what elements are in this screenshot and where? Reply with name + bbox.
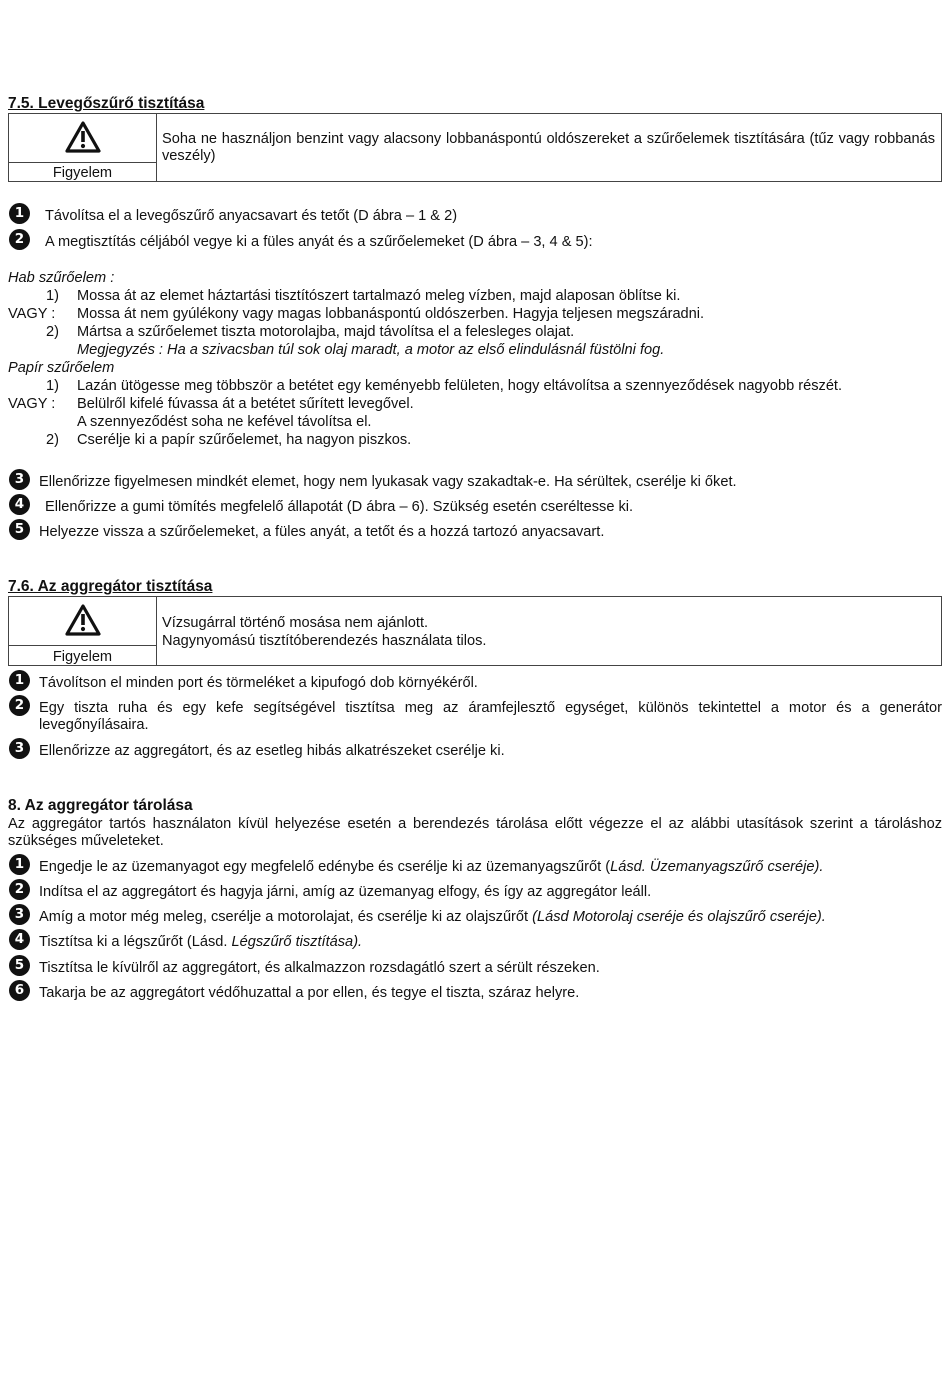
step-text: Indítsa el az aggregátort és hagyja járni, amíg az üzemanyag elfogy, és így az aggregátor leáll. [39, 884, 652, 900]
step-number-badge: 3 [9, 904, 30, 925]
step-number-badge: 1 [9, 203, 30, 224]
warning-box [8, 596, 942, 666]
step-number-badge: 1 [9, 854, 30, 875]
list-item: Belülről kifelé fúvassa át a betétet sűrített levegővel. [77, 396, 414, 412]
intro-paragraph: Az aggregátor tartós használaton kívül helyezése esetén a berendezés tárolása előtt végezze el az alábbi utasítások szerint a tároláshoz szükséges műveleteket. [8, 816, 942, 849]
warning-text-line: Nagynyomású tisztítóberendezés használata tilos. [162, 633, 487, 649]
step-text: Tisztítsa le kívülről az aggregátort, és alkalmazzon rozsdagátló szert a sérült részeken. [39, 960, 600, 976]
list-marker: 2) [46, 432, 59, 448]
warning-triangle-icon [65, 121, 101, 153]
warning-text-line: Vízsugárral történő mosása nem ajánlott. [162, 615, 429, 631]
step-text: Ellenőrizze figyelmesen mindkét elemet, hogy nem lyukasak vagy szakadtak-e. Ha sérültek, cserélje ki őket. [39, 474, 737, 490]
list-item: Mossa át az elemet háztartási tisztítószert tartalmazó meleg vízben, majd alaposan öblítse ki. [77, 288, 681, 304]
step-text: Helyezze vissza a szűrőelemeket, a füles anyát, a tetőt és a hozzá tartozó anyacsavart. [39, 524, 605, 540]
step-text: Amíg a motor még meleg, cserélje a motorolajat, és cserélje ki az olajszűrőt (Lásd Motorolaj cseréje és olajszűrő cseréje). [39, 909, 826, 925]
step-text: A megtisztítás céljából vegye ki a füles anyát és a szűrőelemeket (D ábra – 3, 4 & 5): [45, 234, 593, 250]
step-number-badge: 4 [9, 929, 30, 950]
section-heading-8: 8. Az aggregátor tárolása [8, 797, 193, 814]
note-text: Megjegyzés : Ha a szivacsban túl sok olaj maradt, a motor az első elindulásnál füstölni fog. [77, 342, 665, 358]
step-text: Egy tiszta ruha és egy kefe segítségével tisztítsa meg az áramfejlesztő egységet, különös tekintettel a motor és a generátor levegőnyílásaira. [39, 700, 942, 733]
warning-triangle-icon [65, 604, 101, 636]
list-marker: 1) [46, 288, 59, 304]
step-number-badge: 5 [9, 519, 30, 540]
warning-label-cell [9, 114, 157, 181]
step-number-badge: 2 [9, 229, 30, 250]
step-text: Ellenőrizze az aggregátort, és az esetleg hibás alkatrészeket cserélje ki. [39, 743, 505, 759]
subheading-foam-filter: Hab szűrőelem : [8, 270, 115, 286]
warning-text: Soha ne használjon benzint vagy alacsony lobbanáspontú oldószereket a szűrőelemek tisztítására (tűz vagy robbanás veszély) [162, 131, 935, 164]
section-heading-7-6: 7.6. Az aggregátor tisztítása [8, 578, 213, 595]
step-text: Ellenőrizze a gumi tömítés megfelelő állapotát (D ábra – 6). Szükség esetén cseréltesse ki. [45, 499, 634, 515]
step-number-badge: 1 [9, 670, 30, 691]
step-number-badge: 2 [9, 879, 30, 900]
step-number-badge: 3 [9, 469, 30, 490]
warning-label: Figyelem [52, 649, 113, 665]
warning-label-cell [9, 597, 157, 665]
list-item: Lazán ütögesse meg többször a betétet egy keményebb felületen, hogy eltávolítsa a szennyeződések nagyobb részét. [77, 378, 843, 394]
list-marker: VAGY : [8, 396, 56, 412]
step-text: Engedje le az üzemanyagot egy megfelelő edénybe és cserélje ki az üzemanyagszűrőt (Lásd. Üzemanyagszűrő cseréje). [39, 859, 824, 875]
list-item: A szennyeződést soha ne kefével távolítsa el. [77, 414, 372, 430]
warning-label: Figyelem [52, 165, 113, 181]
step-number-badge: 3 [9, 738, 30, 759]
step-number-badge: 6 [9, 980, 30, 1001]
step-number-badge: 2 [9, 695, 30, 716]
list-marker: 2) [46, 324, 59, 340]
list-marker: 1) [46, 378, 59, 394]
step-text: Tisztítsa ki a légszűrőt (Lásd. Légszűrő tisztítása). [39, 934, 363, 950]
step-text: Távolítsa el a levegőszűrő anyacsavart és tetőt (D ábra – 1 & 2) [45, 208, 458, 224]
list-item: Mossa át nem gyúlékony vagy magas lobbanáspontú oldószerben. Hagyja teljesen megszáradni. [77, 306, 705, 322]
step-text: Távolítson el minden port és törmeléket a kipufogó dob környékéről. [39, 675, 478, 691]
step-number-badge: 4 [9, 494, 30, 515]
warning-box [8, 113, 942, 182]
section-heading-7-5: 7.5. Levegőszűrő tisztítása [8, 95, 205, 112]
step-text: Takarja be az aggregátort védőhuzattal a por ellen, és tegye el tiszta, száraz helyre. [39, 985, 580, 1001]
subheading-paper-filter: Papír szűrőelem [8, 360, 115, 376]
list-item: Mártsa a szűrőelemet tiszta motorolajba, majd távolítsa el a felesleges olajat. [77, 324, 575, 340]
step-number-badge: 5 [9, 955, 30, 976]
list-marker: VAGY : [8, 306, 56, 322]
list-item: Cserélje ki a papír szűrőelemet, ha nagyon piszkos. [77, 432, 412, 448]
